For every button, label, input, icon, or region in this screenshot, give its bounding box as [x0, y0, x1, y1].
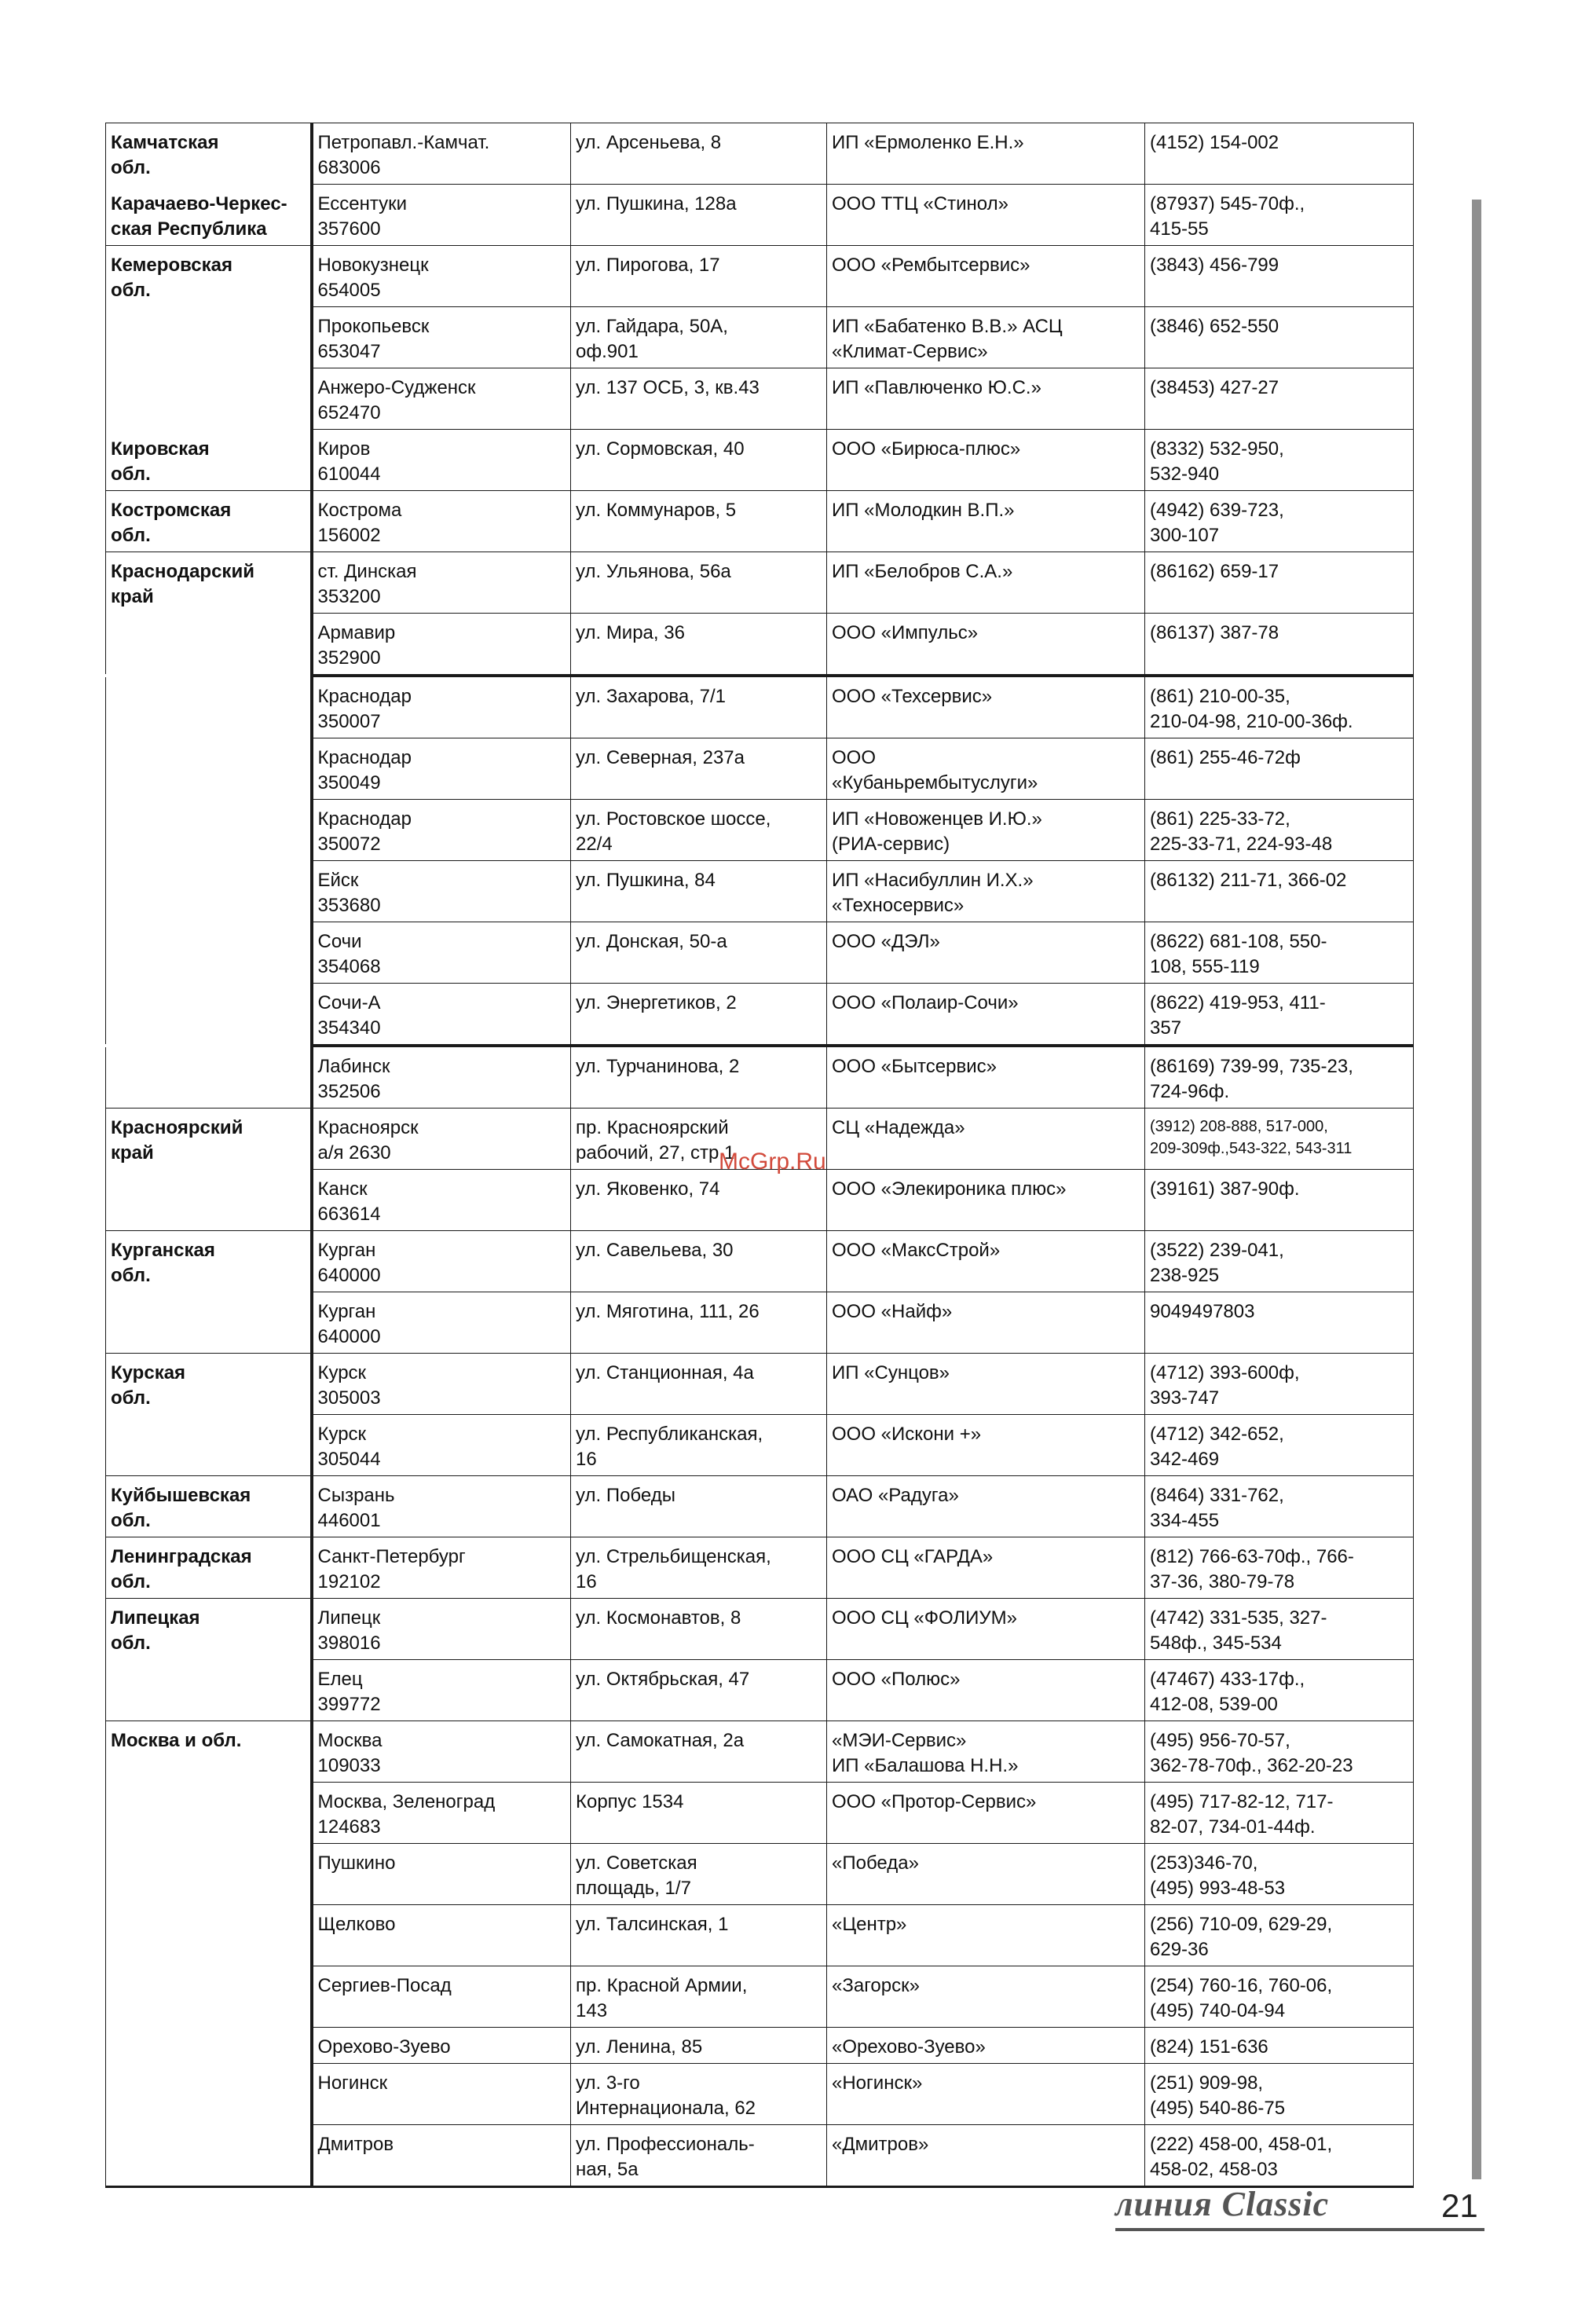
- region-cell: Ленинградская обл.: [106, 1537, 312, 1599]
- phone-cell: (3522) 239-041, 238-925: [1145, 1231, 1414, 1292]
- region-cell: [106, 2028, 312, 2064]
- company-cell: ООО «Найф»: [827, 1292, 1145, 1354]
- table-row: [106, 2064, 1414, 2125]
- address-cell: ул. Октябрьская, 47: [571, 1660, 827, 1721]
- phone-cell: (253)346-70, (495) 993-48-53: [1145, 1844, 1414, 1905]
- table-row: [106, 800, 1414, 861]
- table-row: [106, 1721, 1414, 1783]
- address-cell: ул. Донская, 50-а: [571, 922, 827, 984]
- company-cell: ИП «Ермоленко Е.Н.»: [827, 123, 1145, 185]
- region-cell: [106, 738, 312, 800]
- table-row: [106, 1599, 1414, 1660]
- phone-cell: (254) 760-16, 760-06, (495) 740-04-94: [1145, 1966, 1414, 2028]
- address-cell: ул. Станционная, 4а: [571, 1354, 827, 1415]
- table-row: [106, 738, 1414, 800]
- phone-cell: (86162) 659-17: [1145, 552, 1414, 614]
- address-cell: ул. Мяготина, 111, 26: [571, 1292, 827, 1354]
- address-cell: ул. Республиканская, 16: [571, 1415, 827, 1476]
- company-cell: «МЭИ-Сервис» ИП «Балашова Н.Н.»: [827, 1721, 1145, 1783]
- address-cell: ул. Савельева, 30: [571, 1231, 827, 1292]
- company-cell: ООО «Полаир-Сочи»: [827, 984, 1145, 1046]
- table-row: [106, 1046, 1414, 1109]
- region-cell: [106, 1046, 312, 1109]
- footer-brand-logo: линия Classic: [1115, 2185, 1330, 2223]
- city-cell: Орехово-Зуево: [312, 2028, 571, 2064]
- company-cell: ООО «Искони +»: [827, 1415, 1145, 1476]
- table-row: [106, 861, 1414, 922]
- watermark: McGrp.Ru: [719, 1149, 826, 1174]
- city-cell: Елец 399772: [312, 1660, 571, 1721]
- table-row: [106, 1170, 1414, 1231]
- region-cell: Камчатская обл.: [106, 123, 312, 185]
- city-cell: Ногинск: [312, 2064, 571, 2125]
- phone-cell: (4742) 331-535, 327- 548ф., 345-534: [1145, 1599, 1414, 1660]
- company-cell: ООО «Кубаньрембытуслуги»: [827, 738, 1145, 800]
- company-cell: ИП «Новоженцев И.Ю.» (РИА-сервис): [827, 800, 1145, 861]
- page-number: 21: [1441, 2187, 1478, 2224]
- region-cell: [106, 368, 312, 430]
- company-cell: ООО «ДЭЛ»: [827, 922, 1145, 984]
- footer-rule: [1115, 2228, 1484, 2231]
- city-cell: Ейск 353680: [312, 861, 571, 922]
- address-cell: ул. Советская площадь, 1/7: [571, 1844, 827, 1905]
- phone-cell: (256) 710-09, 629-29, 629-36: [1145, 1905, 1414, 1966]
- city-cell: Новокузнецк 654005: [312, 246, 571, 307]
- phone-cell: (8332) 532-950, 532-940: [1145, 430, 1414, 491]
- address-cell: пр. Красной Армии, 143: [571, 1966, 827, 2028]
- table-row: [106, 430, 1414, 491]
- table-row: [106, 922, 1414, 984]
- phone-cell: (4152) 154-002: [1145, 123, 1414, 185]
- company-cell: ОАО «Радуга»: [827, 1476, 1145, 1537]
- region-cell: [106, 1783, 312, 1844]
- company-cell: «Загорск»: [827, 1966, 1145, 2028]
- company-cell: «Орехово-Зуево»: [827, 2028, 1145, 2064]
- city-cell: Курган 640000: [312, 1231, 571, 1292]
- table-row: [106, 614, 1414, 676]
- company-cell: «Победа»: [827, 1844, 1145, 1905]
- address-cell: ул. Сормовская, 40: [571, 430, 827, 491]
- phone-cell: (861) 255-46-72ф: [1145, 738, 1414, 800]
- phone-cell: (87937) 545-70ф., 415-55: [1145, 185, 1414, 246]
- city-cell: Красноярск а/я 2630: [312, 1109, 571, 1170]
- city-cell: Армавир 352900: [312, 614, 571, 676]
- address-cell: ул. Стрельбищенская, 16: [571, 1537, 827, 1599]
- phone-cell: (8464) 331-762, 334-455: [1145, 1476, 1414, 1537]
- phone-cell: (495) 717-82-12, 717- 82-07, 734-01-44ф.: [1145, 1783, 1414, 1844]
- city-cell: Кострома 156002: [312, 491, 571, 552]
- phone-cell: (38453) 427-27: [1145, 368, 1414, 430]
- region-cell: Красноярский край: [106, 1109, 312, 1170]
- address-cell: ул. Яковенко, 74: [571, 1170, 827, 1231]
- city-cell: Пушкино: [312, 1844, 571, 1905]
- table-row: [106, 1966, 1414, 2028]
- company-cell: ООО «Техсервис»: [827, 676, 1145, 738]
- city-cell: Сочи-А 354340: [312, 984, 571, 1046]
- region-cell: Москва и обл.: [106, 1721, 312, 1783]
- table-row: [106, 1783, 1414, 1844]
- table-row: [106, 246, 1414, 307]
- address-cell: ул. Ростовское шоссе, 22/4: [571, 800, 827, 861]
- region-cell: [106, 676, 312, 738]
- company-cell: ООО ТТЦ «Стинол»: [827, 185, 1145, 246]
- address-cell: ул. 3-го Интернационала, 62: [571, 2064, 827, 2125]
- address-cell: ул. Пушкина, 84: [571, 861, 827, 922]
- region-cell: Липецкая обл.: [106, 1599, 312, 1660]
- city-cell: Канск 663614: [312, 1170, 571, 1231]
- city-cell: Сызрань 446001: [312, 1476, 571, 1537]
- address-cell: ул. 137 ОСБ, 3, кв.43: [571, 368, 827, 430]
- region-cell: [106, 1660, 312, 1721]
- city-cell: Москва, Зеленоград 124683: [312, 1783, 571, 1844]
- address-cell: пр. Красноярский рабочий, 27, стр.1: [571, 1109, 827, 1170]
- city-cell: Курск 305003: [312, 1354, 571, 1415]
- address-cell: Корпус 1534: [571, 1783, 827, 1844]
- address-cell: ул. Гайдара, 50А, оф.901: [571, 307, 827, 368]
- page-side-bar: [1472, 200, 1481, 2179]
- region-cell: Куйбышевская обл.: [106, 1476, 312, 1537]
- company-cell: ООО СЦ «ГАРДА»: [827, 1537, 1145, 1599]
- company-cell: ИП «Белобров С.А.»: [827, 552, 1145, 614]
- company-cell: ООО «Элекироника плюс»: [827, 1170, 1145, 1231]
- address-cell: ул. Космонавтов, 8: [571, 1599, 827, 1660]
- table-row: [106, 2028, 1414, 2064]
- region-cell: [106, 800, 312, 861]
- region-cell: Курганская обл.: [106, 1231, 312, 1292]
- table-row: [106, 676, 1414, 738]
- company-cell: ООО «Импульс»: [827, 614, 1145, 676]
- phone-cell: (861) 210-00-35, 210-04-98, 210-00-36ф.: [1145, 676, 1414, 738]
- city-cell: Курск 305044: [312, 1415, 571, 1476]
- phone-cell: (4712) 342-652, 342-469: [1145, 1415, 1414, 1476]
- address-cell: ул. Ленина, 85: [571, 2028, 827, 2064]
- company-cell: ООО «МаксСтрой»: [827, 1231, 1145, 1292]
- phone-cell: (222) 458-00, 458-01, 458-02, 458-03: [1145, 2125, 1414, 2187]
- address-cell: ул. Победы: [571, 1476, 827, 1537]
- address-cell: ул. Пирогова, 17: [571, 246, 827, 307]
- address-cell: ул. Турчанинова, 2: [571, 1046, 827, 1109]
- region-cell: Кировская обл.: [106, 430, 312, 491]
- city-cell: Краснодар 350049: [312, 738, 571, 800]
- table-row: [106, 1660, 1414, 1721]
- phone-cell: (39161) 387-90ф.: [1145, 1170, 1414, 1231]
- company-cell: ИП «Сунцов»: [827, 1354, 1145, 1415]
- company-cell: ООО «Рембытсервис»: [827, 246, 1145, 307]
- table-row: [106, 552, 1414, 614]
- address-cell: ул. Талсинская, 1: [571, 1905, 827, 1966]
- phone-cell: (86132) 211-71, 366-02: [1145, 861, 1414, 922]
- city-cell: ст. Динская 353200: [312, 552, 571, 614]
- city-cell: Москва 109033: [312, 1721, 571, 1783]
- region-cell: [106, 984, 312, 1046]
- company-cell: «Дмитров»: [827, 2125, 1145, 2187]
- region-cell: Кемеровская обл.: [106, 246, 312, 307]
- company-cell: «Ногинск»: [827, 2064, 1145, 2125]
- company-cell: ООО СЦ «ФОЛИУМ»: [827, 1599, 1145, 1660]
- phone-cell: (86137) 387-78: [1145, 614, 1414, 676]
- phone-cell: (4942) 639-723, 300-107: [1145, 491, 1414, 552]
- table-row: [106, 1476, 1414, 1537]
- city-cell: Лабинск 352506: [312, 1046, 571, 1109]
- phone-cell: (861) 225-33-72, 225-33-71, 224-93-48: [1145, 800, 1414, 861]
- region-cell: [106, 1415, 312, 1476]
- address-cell: ул. Мира, 36: [571, 614, 827, 676]
- region-cell: [106, 1844, 312, 1905]
- company-cell: ИП «Насибуллин И.Х.» «Техносервис»: [827, 861, 1145, 922]
- table-row: [106, 1231, 1414, 1292]
- city-cell: Ессентуки 357600: [312, 185, 571, 246]
- phone-cell: (8622) 681-108, 550- 108, 555-119: [1145, 922, 1414, 984]
- company-cell: ИП «Павлюченко Ю.С.»: [827, 368, 1145, 430]
- company-cell: «Центр»: [827, 1905, 1145, 1966]
- phone-cell: (8622) 419-953, 411- 357: [1145, 984, 1414, 1046]
- phone-cell: (251) 909-98, (495) 540-86-75: [1145, 2064, 1414, 2125]
- company-cell: СЦ «Надежда»: [827, 1109, 1145, 1170]
- address-cell: ул. Арсеньева, 8: [571, 123, 827, 185]
- city-cell: Киров 610044: [312, 430, 571, 491]
- region-cell: [106, 1905, 312, 1966]
- city-cell: Санкт-Петербург 192102: [312, 1537, 571, 1599]
- region-cell: [106, 1966, 312, 2028]
- address-cell: ул. Захарова, 7/1: [571, 676, 827, 738]
- address-cell: ул. Ульянова, 56а: [571, 552, 827, 614]
- company-cell: ИП «Бабатенко В.В.» АСЦ «Климат-Сервис»: [827, 307, 1145, 368]
- table-row: [106, 307, 1414, 368]
- region-cell: Костромская обл.: [106, 491, 312, 552]
- region-cell: [106, 1170, 312, 1231]
- city-cell: Прокопьевск 653047: [312, 307, 571, 368]
- region-cell: Курская обл.: [106, 1354, 312, 1415]
- table-row: [106, 2125, 1414, 2187]
- region-cell: [106, 2125, 312, 2187]
- city-cell: Краснодар 350007: [312, 676, 571, 738]
- address-cell: ул. Профессиональ- ная, 5а: [571, 2125, 827, 2187]
- city-cell: Сочи 354068: [312, 922, 571, 984]
- city-cell: Курган 640000: [312, 1292, 571, 1354]
- table-row: [106, 491, 1414, 552]
- phone-cell: (3843) 456-799: [1145, 246, 1414, 307]
- city-cell: Дмитров: [312, 2125, 571, 2187]
- address-cell: ул. Самокатная, 2а: [571, 1721, 827, 1783]
- table-row: [106, 1905, 1414, 1966]
- region-cell: [106, 614, 312, 676]
- table-row: [106, 368, 1414, 430]
- city-cell: Анжеро-Судженск 652470: [312, 368, 571, 430]
- phone-cell: (86169) 739-99, 735-23, 724-96ф.: [1145, 1046, 1414, 1109]
- company-cell: ООО «Бытсервис»: [827, 1046, 1145, 1109]
- table-row: [106, 123, 1414, 185]
- phone-cell: (3846) 652-550: [1145, 307, 1414, 368]
- city-cell: Краснодар 350072: [312, 800, 571, 861]
- city-cell: Щелково: [312, 1905, 571, 1966]
- phone-cell: (4712) 393-600ф, 393-747: [1145, 1354, 1414, 1415]
- phone-cell: (47467) 433-17ф., 412-08, 539-00: [1145, 1660, 1414, 1721]
- region-cell: [106, 2064, 312, 2125]
- region-cell: [106, 922, 312, 984]
- address-cell: ул. Энергетиков, 2: [571, 984, 827, 1046]
- address-cell: ул. Коммунаров, 5: [571, 491, 827, 552]
- region-cell: Краснодарский край: [106, 552, 312, 614]
- phone-cell: (824) 151-636: [1145, 2028, 1414, 2064]
- table-row: [106, 984, 1414, 1046]
- company-cell: ООО «Протор-Сервис»: [827, 1783, 1145, 1844]
- region-cell: [106, 861, 312, 922]
- region-cell: Карачаево-Черкес- ская Республика: [106, 185, 312, 246]
- city-cell: Петропавл.-Камчат. 683006: [312, 123, 571, 185]
- table-row: [106, 185, 1414, 246]
- city-cell: Липецк 398016: [312, 1599, 571, 1660]
- company-cell: ООО «Полюс»: [827, 1660, 1145, 1721]
- table-row: [106, 1415, 1414, 1476]
- phone-cell: (812) 766-63-70ф., 766- 37-36, 380-79-78: [1145, 1537, 1414, 1599]
- phone-cell: (3912) 208-888, 517-000, 209-309ф.,543-322, 543-311: [1145, 1109, 1414, 1170]
- company-cell: ИП «Молодкин В.П.»: [827, 491, 1145, 552]
- region-cell: [106, 307, 312, 368]
- table-row: [106, 1354, 1414, 1415]
- city-cell: Сергиев-Посад: [312, 1966, 571, 2028]
- phone-cell: 9049497803: [1145, 1292, 1414, 1354]
- table-row: [106, 1844, 1414, 1905]
- phone-cell: (495) 956-70-57, 362-78-70ф., 362-20-23: [1145, 1721, 1414, 1783]
- table-row: [106, 1292, 1414, 1354]
- address-cell: ул. Пушкина, 128а: [571, 185, 827, 246]
- address-cell: ул. Северная, 237а: [571, 738, 827, 800]
- table-row: [106, 1537, 1414, 1599]
- region-cell: [106, 1292, 312, 1354]
- company-cell: ООО «Бирюса-плюс»: [827, 430, 1145, 491]
